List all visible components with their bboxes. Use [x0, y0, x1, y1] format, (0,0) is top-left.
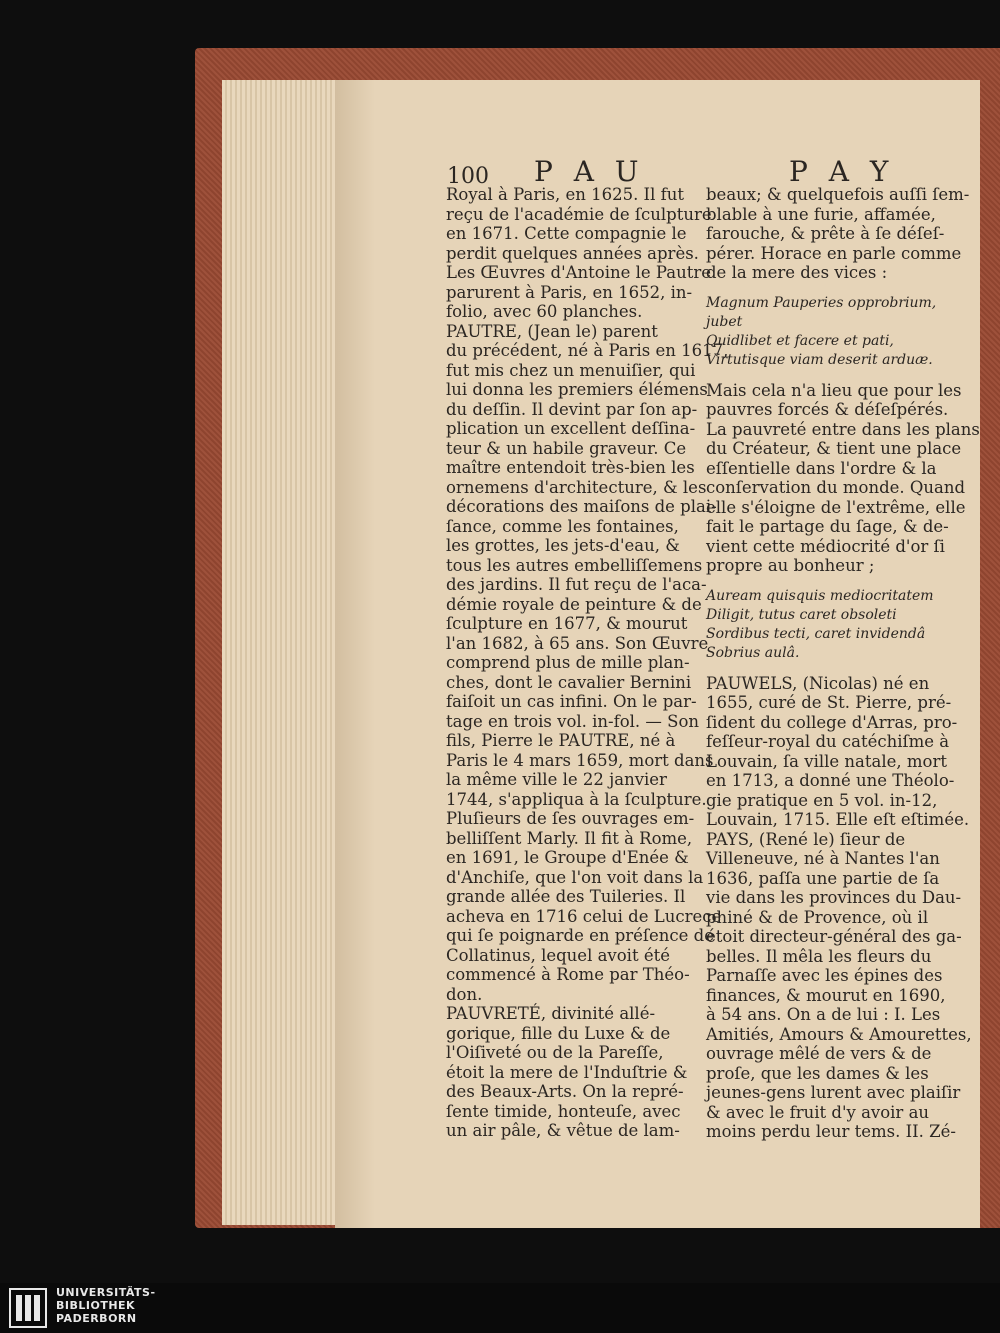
text-line: qui ſe poignarde en préſence de	[446, 926, 715, 945]
text-line: belliſſent Marly. Il fit à Rome,	[446, 828, 693, 848]
text-line: perdit quelques années après.	[446, 243, 699, 263]
logo-line-2: BIBLIOTHEK	[56, 1299, 136, 1312]
verse-line: Virtutisque viam deserit arduæ.	[706, 351, 933, 368]
text-line: du deſſin. Il devint par ſon ap-	[446, 399, 698, 419]
text-line: beaux; & quelquefois auſſi ſem-	[706, 185, 970, 204]
logo-line-1: UNIVERSITÄTS-	[56, 1286, 156, 1299]
verse-line: Auream quisquis mediocritatem	[706, 587, 934, 604]
text-line: folio, avec 60 planches.	[446, 302, 643, 321]
text-line: elle s'éloigne de l'extrême, elle	[706, 497, 966, 517]
text-line: tous les autres embelliſſemens	[446, 555, 703, 575]
text-line: décorations des maiſons de plai-	[446, 497, 717, 516]
text-line: fut mis chez un menuiſier, qui	[446, 360, 696, 380]
text-line: Mais cela n'a lieu que pour les	[706, 380, 962, 400]
text-line: teur & un habile graveur. Ce	[446, 438, 687, 458]
text-line: des Beaux-Arts. On la repré-	[446, 1082, 684, 1101]
text-line: Paris le 4 mars 1659, mort dans	[446, 750, 714, 770]
text-line: PAYS, (René le) ſieur de	[706, 829, 906, 849]
text-line: feſſeur-royal du catéchiſme à	[706, 732, 950, 751]
text-line: un air pâle, & vêtue de lam-	[446, 1121, 680, 1140]
text-line: blable à une furie, affamée,	[706, 204, 936, 224]
text-line: ches, dont le cavalier Bernini	[446, 672, 692, 692]
text-line: La pauvreté entre dans les plans	[706, 419, 980, 439]
text-line: belles. Il mêla les fleurs du	[706, 946, 932, 966]
text-line: Parnaſſe avec les épines des	[706, 966, 943, 985]
text-line: PAUWELS, (Nicolas) né en	[706, 673, 930, 693]
text-line: ſente timide, honteuſe, avec	[446, 1101, 681, 1121]
text-line: eſſentielle dans l'ordre & la	[706, 458, 937, 478]
verse-line: jubet	[706, 313, 743, 330]
text-line: en 1713, a donné une Théolo-	[706, 771, 955, 790]
text-line: PAUVRETÉ, divinité allé-	[446, 1004, 656, 1023]
text-line: comprend plus de mille plan-	[446, 653, 690, 672]
text-line: phiné & de Provence, où il	[706, 907, 929, 927]
page-edges	[222, 80, 342, 1225]
text-line: finances, & mourut en 1690,	[706, 985, 946, 1005]
page-number: 100	[447, 164, 489, 189]
text-line: ornemens d'architecture, & les	[446, 477, 707, 497]
logo-line-3: PADERBORN	[56, 1312, 137, 1325]
verse-line: Quidlibet et facere et pati,	[706, 332, 894, 349]
text-line: du précédent, né à Paris en 1617,	[446, 341, 729, 360]
text-line: acheva en 1716 celui de Lucrece	[446, 906, 722, 926]
text-line: Louvain, 1715. Elle eſt eſtimée.	[706, 810, 970, 829]
text-line: démie royale de peinture & de	[446, 594, 702, 614]
text-line: faiſoit un cas infini. On le par-	[446, 692, 697, 711]
text-line: ouvrage mêlé de vers & de	[706, 1044, 932, 1063]
text-line: 1636, paſſa une partie de ſa	[706, 868, 940, 888]
text-line: en 1671. Cette compagnie le	[446, 224, 687, 243]
text-line: Royal à Paris, en 1625. Il fut	[446, 185, 684, 204]
right-column	[706, 185, 980, 1142]
text-line: tage en trois vol. in-fol. — Son	[446, 711, 700, 731]
text-line: l'an 1682, à 65 ans. Son Œuvre	[446, 633, 709, 653]
verse-line: Magnum Pauperies opprobrium,	[706, 294, 937, 311]
text-line: Villeneuve, né à Nantes l'an	[706, 849, 940, 868]
text-line: parurent à Paris, en 1652, in-	[446, 282, 693, 302]
running-head-right: P A Y	[789, 155, 895, 188]
text-line: ſculpture en 1677, & mourut	[446, 614, 688, 633]
text-line: jeunes-gens lurent avec plaiſir	[706, 1083, 961, 1102]
text-line: Collatinus, lequel avoit été	[446, 945, 670, 965]
text-line: de la mere des vices :	[706, 263, 888, 282]
text-line: en 1691, le Groupe d'Enée &	[446, 848, 689, 867]
text-line: vie dans les provinces du Dau-	[706, 888, 962, 907]
text-line: plication un excellent deſſina-	[446, 419, 696, 438]
text-line: ſident du college d'Arras, pro-	[706, 712, 958, 732]
text-line: & avec le fruit d'y avoir au	[706, 1102, 930, 1122]
verse-line: Sobrius aulâ.	[706, 644, 800, 661]
text-line: 1744, s'appliqua à la ſculpture.	[446, 789, 707, 809]
text-line: reçu de l'académie de ſculpture	[446, 204, 712, 224]
text-line: ſance, comme les fontaines,	[446, 516, 679, 536]
text-line: d'Anchiſe, que l'on voit dans la	[446, 867, 704, 887]
text-line: Les Œuvres d'Antoine le Pautre	[446, 263, 712, 282]
text-line: Amitiés, Amours & Amourettes,	[706, 1024, 972, 1044]
text-line: farouche, & prête à ſe déſeſ-	[706, 224, 945, 243]
text-line: gie pratique en 5 vol. in-12,	[706, 790, 938, 810]
text-line: proſe, que les dames & les	[706, 1063, 929, 1083]
text-line: fils, Pierre le PAUTRE, né à	[446, 731, 676, 750]
text-line: les grottes, les jets-d'eau, &	[446, 536, 680, 555]
running-head-left: P A U	[534, 155, 645, 188]
text-line: vient cette médiocrité d'or ſi	[706, 536, 945, 556]
library-logo-text	[56, 1286, 156, 1325]
text-line: l'Oiſiveté ou de la Pareſſe,	[446, 1043, 664, 1062]
text-line: étoit directeur-général des ga-	[706, 927, 962, 946]
text-line: pauvres forcés & déſeſpérés.	[706, 400, 949, 419]
text-line: commencé à Rome par Théo-	[446, 965, 690, 984]
text-line: fait le partage du ſage, & de-	[706, 517, 949, 536]
text-line: PAUTRE, (Jean le) parent	[446, 321, 658, 341]
text-line: à 54 ans. On a de lui : I. Les	[706, 1005, 941, 1024]
text-line: maître entendoit très-bien les	[446, 458, 695, 477]
text-line: la même ville le 22 janvier	[446, 770, 667, 789]
text-line: grande allée des Tuileries. Il	[446, 887, 686, 906]
text-line: don.	[446, 984, 483, 1004]
text-line: Pluſieurs de ſes ouvrages em-	[446, 809, 695, 828]
verse-line: Sordibus tecti, caret invidendâ	[706, 625, 926, 642]
text-line: des jardins. Il fut reçu de l'aca-	[446, 575, 707, 594]
text-line: conſervation du monde. Quand	[706, 478, 966, 497]
text-line: Louvain, ſa ville natale, mort	[706, 751, 947, 771]
text-line: gorique, fille du Luxe & de	[446, 1023, 671, 1043]
text-line: lui donna les premiers élémens	[446, 380, 708, 399]
verse-line: Diligit, tutus caret obsoleti	[706, 606, 897, 623]
text-line: propre au bonheur ;	[706, 556, 875, 575]
text-line: 1655, curé de St. Pierre, pré-	[706, 693, 952, 712]
text-line: du Créateur, & tient une place	[706, 439, 962, 458]
library-seal-icon	[8, 1287, 48, 1329]
text-line: étoit la mere de l'Induſtrie &	[446, 1062, 688, 1082]
text-line: moins perdu leur tems. II. Zé-	[706, 1122, 956, 1141]
text-line: pérer. Horace en parle comme	[706, 243, 962, 263]
